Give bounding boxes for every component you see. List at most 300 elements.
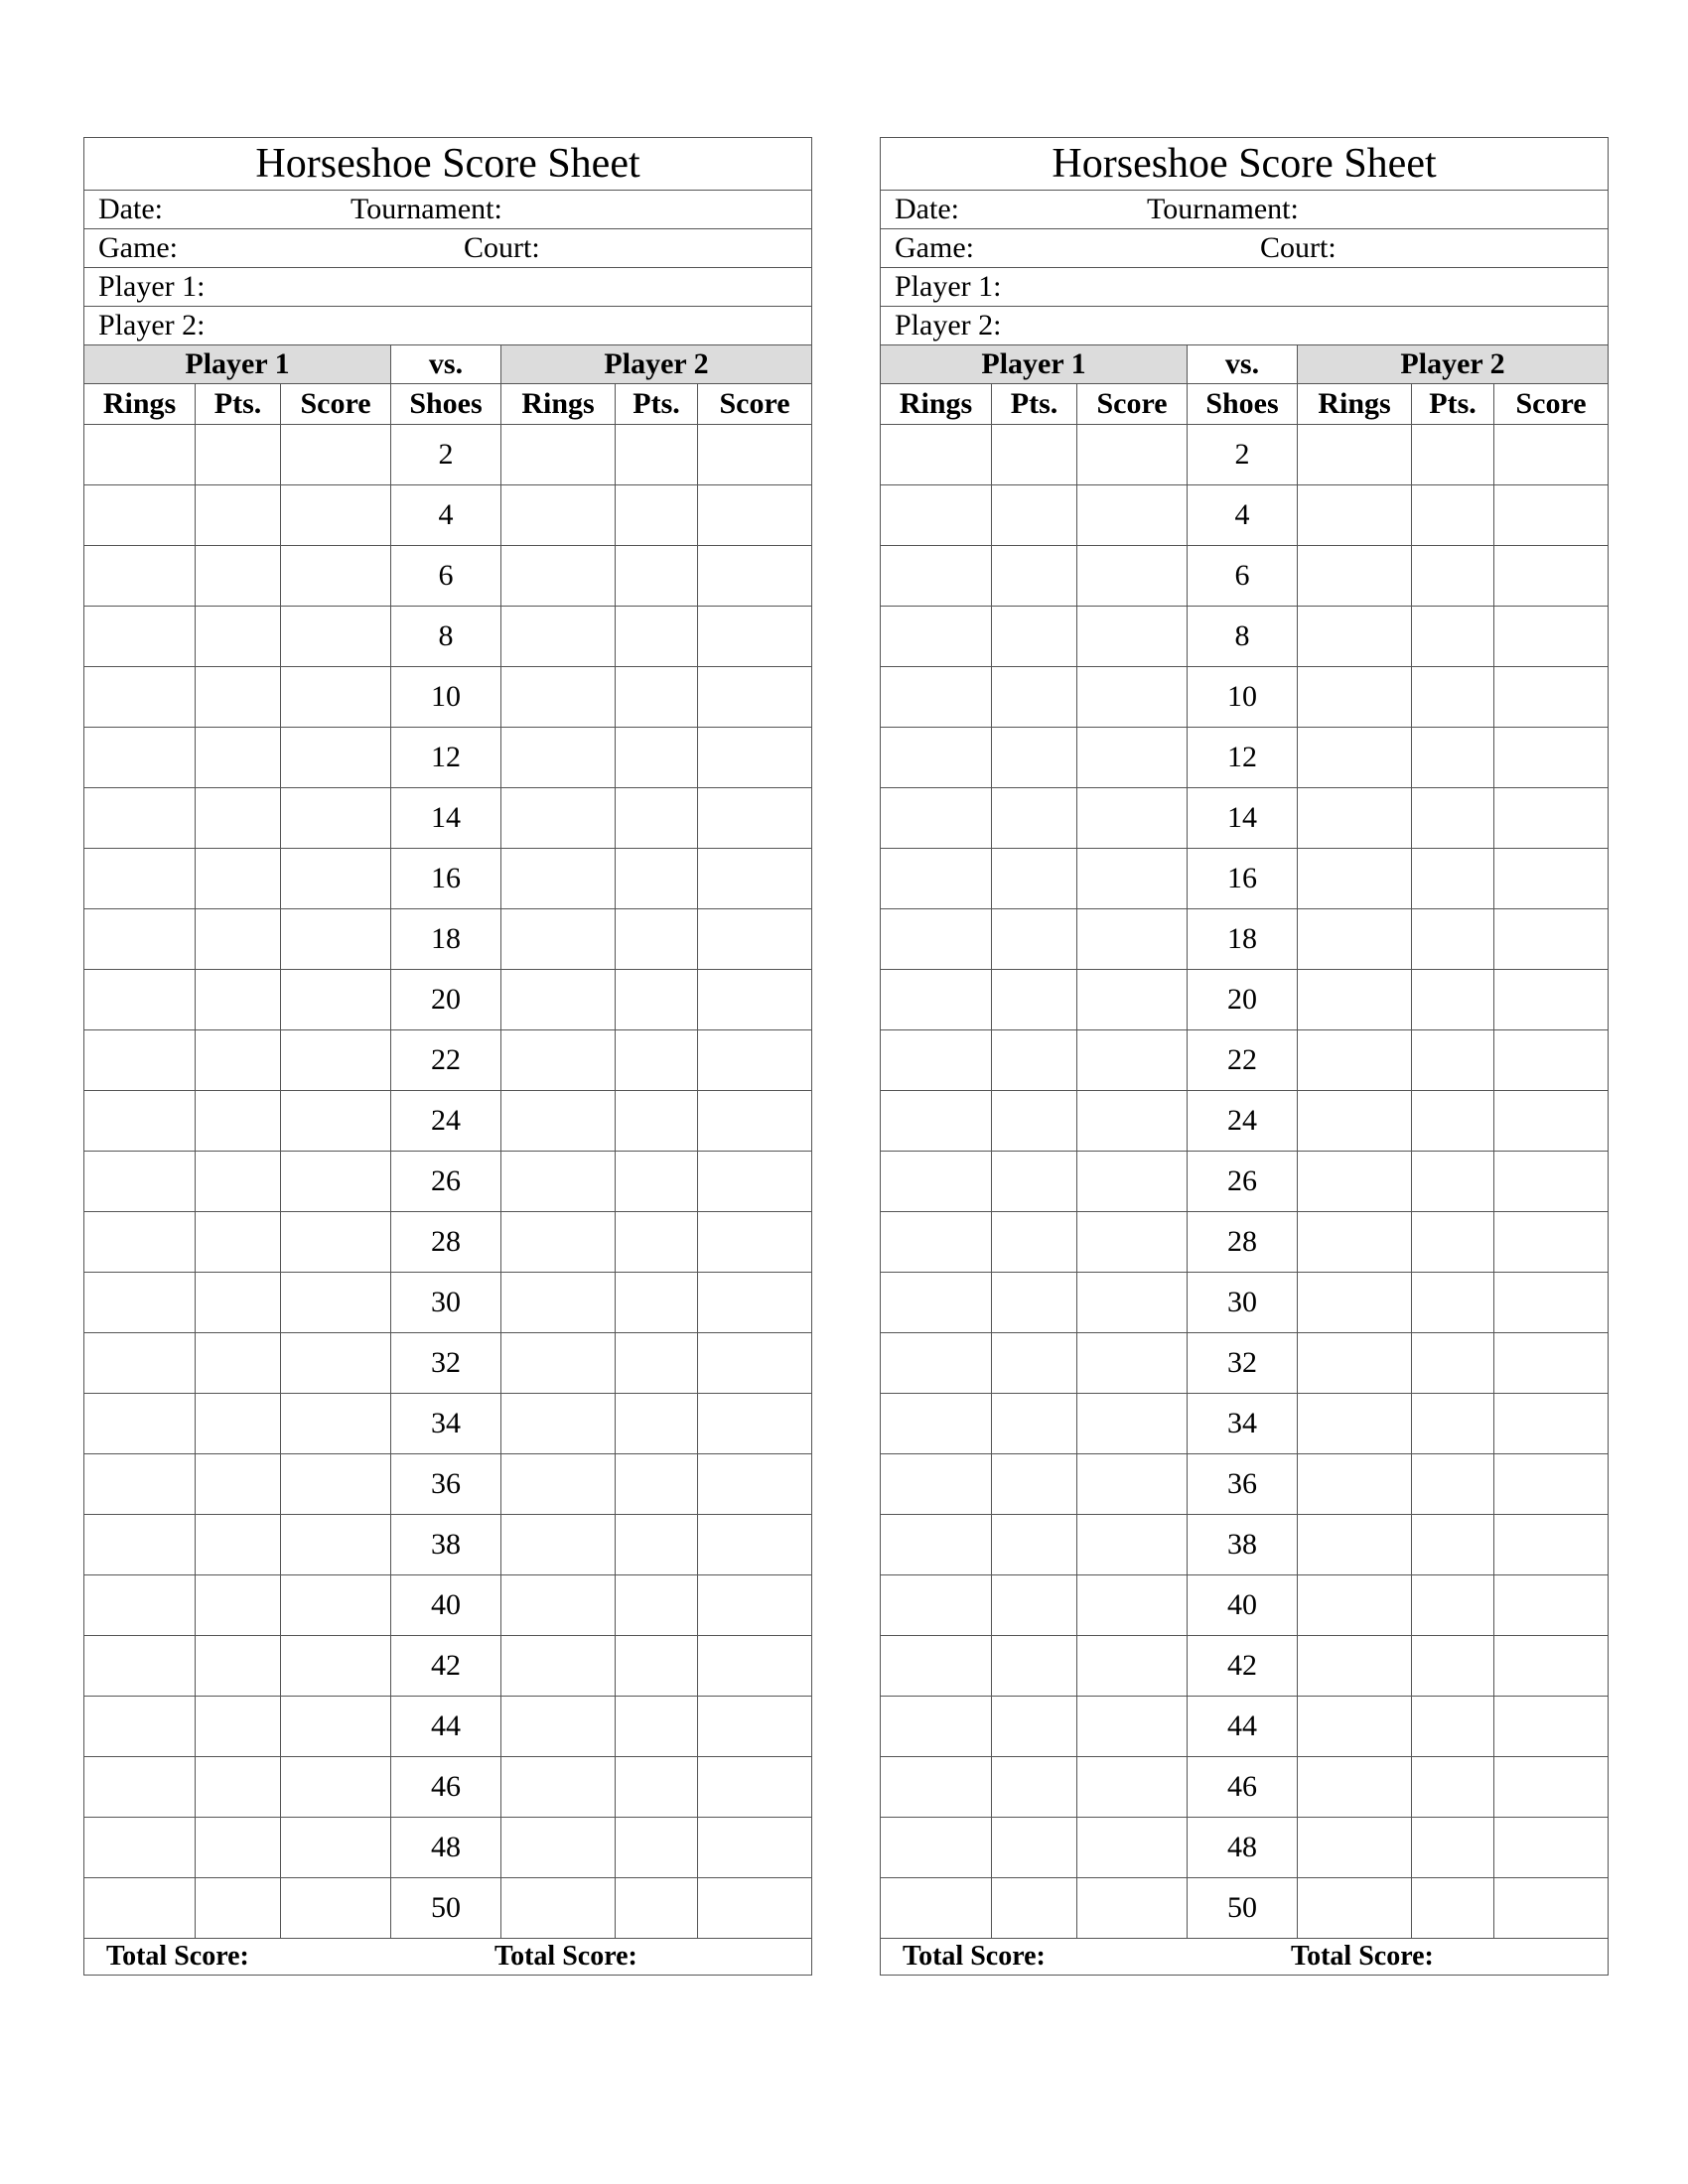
score-entry-cell[interactable]: [992, 1333, 1077, 1394]
score-entry-cell[interactable]: [501, 909, 616, 970]
score-entry-cell[interactable]: [196, 1697, 281, 1757]
score-entry-cell[interactable]: [1298, 1394, 1412, 1454]
score-entry-cell[interactable]: [84, 1878, 196, 1939]
score-entry-cell[interactable]: [992, 1212, 1077, 1273]
score-entry-cell[interactable]: [501, 849, 616, 909]
score-entry-cell[interactable]: [1298, 909, 1412, 970]
score-entry-cell[interactable]: [616, 788, 698, 849]
score-entry-cell[interactable]: [992, 1636, 1077, 1697]
player1-row[interactable]: [84, 268, 812, 307]
score-entry-cell[interactable]: [501, 1333, 616, 1394]
score-entry-cell[interactable]: [698, 667, 812, 728]
score-entry-cell[interactable]: [1077, 1394, 1188, 1454]
score-entry-cell[interactable]: [881, 546, 992, 607]
score-entry-cell[interactable]: [992, 1757, 1077, 1818]
score-entry-cell[interactable]: [698, 788, 812, 849]
score-entry-cell[interactable]: [1412, 970, 1494, 1030]
score-entry-cell[interactable]: [881, 1818, 992, 1878]
score-entry-cell[interactable]: [196, 909, 281, 970]
score-entry-cell[interactable]: [1412, 1575, 1494, 1636]
score-entry-cell[interactable]: [1494, 788, 1609, 849]
score-entry-cell[interactable]: [281, 1333, 391, 1394]
score-entry-cell[interactable]: [501, 1575, 616, 1636]
total-score-row[interactable]: [881, 1939, 1609, 1976]
score-entry-cell[interactable]: [616, 667, 698, 728]
score-entry-cell[interactable]: [992, 970, 1077, 1030]
score-entry-cell[interactable]: [281, 1757, 391, 1818]
score-entry-cell[interactable]: [196, 1091, 281, 1152]
score-entry-cell[interactable]: [281, 1394, 391, 1454]
score-entry-cell[interactable]: [698, 1697, 812, 1757]
score-entry-cell[interactable]: [698, 1636, 812, 1697]
total-score-row[interactable]: [84, 1939, 812, 1976]
player2-row[interactable]: [881, 307, 1609, 345]
score-entry-cell[interactable]: [992, 1152, 1077, 1212]
score-entry-cell[interactable]: [1077, 1212, 1188, 1273]
score-entry-cell[interactable]: [281, 909, 391, 970]
score-entry-cell[interactable]: [1298, 1575, 1412, 1636]
score-entry-cell[interactable]: [992, 667, 1077, 728]
score-entry-cell[interactable]: [1298, 546, 1412, 607]
score-entry-cell[interactable]: [1494, 1575, 1609, 1636]
score-entry-cell[interactable]: [1494, 1152, 1609, 1212]
score-entry-cell[interactable]: [1077, 970, 1188, 1030]
score-entry-cell[interactable]: [1494, 1757, 1609, 1818]
score-entry-cell[interactable]: [84, 667, 196, 728]
score-entry-cell[interactable]: [1077, 607, 1188, 667]
score-entry-cell[interactable]: [1412, 849, 1494, 909]
score-entry-cell[interactable]: [501, 788, 616, 849]
score-entry-cell[interactable]: [992, 1394, 1077, 1454]
score-entry-cell[interactable]: [196, 546, 281, 607]
score-entry-cell[interactable]: [1412, 1757, 1494, 1818]
score-entry-cell[interactable]: [84, 1575, 196, 1636]
score-entry-cell[interactable]: [1412, 1273, 1494, 1333]
score-entry-cell[interactable]: [881, 1697, 992, 1757]
score-entry-cell[interactable]: [1077, 1818, 1188, 1878]
score-entry-cell[interactable]: [1298, 728, 1412, 788]
score-entry-cell[interactable]: [1412, 728, 1494, 788]
score-entry-cell[interactable]: [992, 485, 1077, 546]
score-entry-cell[interactable]: [501, 607, 616, 667]
score-entry-cell[interactable]: [698, 607, 812, 667]
score-entry-cell[interactable]: [1298, 425, 1412, 485]
score-entry-cell[interactable]: [881, 1091, 992, 1152]
score-entry-cell[interactable]: [196, 1818, 281, 1878]
score-entry-cell[interactable]: [1494, 1878, 1609, 1939]
score-entry-cell[interactable]: [881, 1515, 992, 1575]
score-entry-cell[interactable]: [84, 425, 196, 485]
score-entry-cell[interactable]: [281, 849, 391, 909]
score-entry-cell[interactable]: [1412, 1152, 1494, 1212]
score-entry-cell[interactable]: [1412, 1878, 1494, 1939]
score-entry-cell[interactable]: [84, 485, 196, 546]
score-entry-cell[interactable]: [616, 728, 698, 788]
score-entry-cell[interactable]: [501, 1152, 616, 1212]
date-tournament-row[interactable]: [881, 191, 1609, 229]
score-entry-cell[interactable]: [84, 728, 196, 788]
score-entry-cell[interactable]: [501, 1091, 616, 1152]
score-entry-cell[interactable]: [992, 425, 1077, 485]
score-entry-cell[interactable]: [992, 1697, 1077, 1757]
score-entry-cell[interactable]: [1077, 1515, 1188, 1575]
score-entry-cell[interactable]: [84, 970, 196, 1030]
score-entry-cell[interactable]: [1077, 425, 1188, 485]
score-entry-cell[interactable]: [281, 667, 391, 728]
score-entry-cell[interactable]: [281, 607, 391, 667]
score-entry-cell[interactable]: [501, 1818, 616, 1878]
score-entry-cell[interactable]: [196, 1152, 281, 1212]
score-entry-cell[interactable]: [1494, 1091, 1609, 1152]
score-entry-cell[interactable]: [1494, 607, 1609, 667]
score-entry-cell[interactable]: [281, 546, 391, 607]
score-entry-cell[interactable]: [1077, 667, 1188, 728]
score-entry-cell[interactable]: [881, 485, 992, 546]
score-entry-cell[interactable]: [881, 1878, 992, 1939]
score-entry-cell[interactable]: [698, 1757, 812, 1818]
score-entry-cell[interactable]: [1494, 1212, 1609, 1273]
score-entry-cell[interactable]: [881, 849, 992, 909]
score-entry-cell[interactable]: [992, 1878, 1077, 1939]
score-entry-cell[interactable]: [881, 909, 992, 970]
score-entry-cell[interactable]: [1494, 1454, 1609, 1515]
score-entry-cell[interactable]: [698, 1818, 812, 1878]
score-entry-cell[interactable]: [1412, 909, 1494, 970]
score-entry-cell[interactable]: [1494, 909, 1609, 970]
score-entry-cell[interactable]: [1494, 1333, 1609, 1394]
score-entry-cell[interactable]: [698, 1030, 812, 1091]
score-entry-cell[interactable]: [1077, 1152, 1188, 1212]
score-entry-cell[interactable]: [616, 1394, 698, 1454]
score-entry-cell[interactable]: [501, 485, 616, 546]
score-entry-cell[interactable]: [1077, 788, 1188, 849]
score-entry-cell[interactable]: [616, 546, 698, 607]
score-entry-cell[interactable]: [1077, 1091, 1188, 1152]
score-entry-cell[interactable]: [1298, 849, 1412, 909]
score-entry-cell[interactable]: [616, 1091, 698, 1152]
score-entry-cell[interactable]: [84, 1636, 196, 1697]
score-entry-cell[interactable]: [1077, 1878, 1188, 1939]
score-entry-cell[interactable]: [1077, 1697, 1188, 1757]
score-entry-cell[interactable]: [992, 1091, 1077, 1152]
score-entry-cell[interactable]: [1298, 1454, 1412, 1515]
score-entry-cell[interactable]: [616, 1636, 698, 1697]
score-entry-cell[interactable]: [84, 1030, 196, 1091]
score-entry-cell[interactable]: [1298, 1273, 1412, 1333]
score-entry-cell[interactable]: [992, 1515, 1077, 1575]
score-entry-cell[interactable]: [616, 1454, 698, 1515]
score-entry-cell[interactable]: [501, 970, 616, 1030]
score-entry-cell[interactable]: [881, 1757, 992, 1818]
score-entry-cell[interactable]: [281, 485, 391, 546]
score-entry-cell[interactable]: [196, 1333, 281, 1394]
player1-row[interactable]: [881, 268, 1609, 307]
score-entry-cell[interactable]: [1412, 788, 1494, 849]
score-entry-cell[interactable]: [616, 970, 698, 1030]
score-entry-cell[interactable]: [1412, 1697, 1494, 1757]
score-entry-cell[interactable]: [196, 1394, 281, 1454]
score-entry-cell[interactable]: [698, 546, 812, 607]
score-entry-cell[interactable]: [1298, 1212, 1412, 1273]
score-entry-cell[interactable]: [281, 1515, 391, 1575]
score-entry-cell[interactable]: [698, 970, 812, 1030]
score-entry-cell[interactable]: [501, 1697, 616, 1757]
score-entry-cell[interactable]: [698, 1152, 812, 1212]
score-entry-cell[interactable]: [881, 425, 992, 485]
score-entry-cell[interactable]: [1077, 909, 1188, 970]
score-entry-cell[interactable]: [616, 1152, 698, 1212]
score-entry-cell[interactable]: [1494, 667, 1609, 728]
score-entry-cell[interactable]: [1412, 1454, 1494, 1515]
score-entry-cell[interactable]: [698, 1515, 812, 1575]
score-entry-cell[interactable]: [501, 1394, 616, 1454]
score-entry-cell[interactable]: [196, 788, 281, 849]
score-entry-cell[interactable]: [992, 1818, 1077, 1878]
score-entry-cell[interactable]: [616, 1333, 698, 1394]
score-entry-cell[interactable]: [1077, 1636, 1188, 1697]
score-entry-cell[interactable]: [1412, 1212, 1494, 1273]
score-entry-cell[interactable]: [698, 1333, 812, 1394]
score-entry-cell[interactable]: [616, 607, 698, 667]
score-entry-cell[interactable]: [1494, 485, 1609, 546]
score-entry-cell[interactable]: [698, 909, 812, 970]
score-entry-cell[interactable]: [616, 1212, 698, 1273]
score-entry-cell[interactable]: [281, 1636, 391, 1697]
score-entry-cell[interactable]: [616, 1515, 698, 1575]
score-entry-cell[interactable]: [196, 1515, 281, 1575]
score-entry-cell[interactable]: [196, 1212, 281, 1273]
score-entry-cell[interactable]: [281, 1575, 391, 1636]
score-entry-cell[interactable]: [196, 728, 281, 788]
score-entry-cell[interactable]: [1494, 1273, 1609, 1333]
score-entry-cell[interactable]: [992, 909, 1077, 970]
score-entry-cell[interactable]: [196, 1454, 281, 1515]
score-entry-cell[interactable]: [1298, 1757, 1412, 1818]
score-entry-cell[interactable]: [501, 1454, 616, 1515]
score-entry-cell[interactable]: [1494, 970, 1609, 1030]
score-entry-cell[interactable]: [84, 1697, 196, 1757]
score-entry-cell[interactable]: [196, 1575, 281, 1636]
score-entry-cell[interactable]: [1412, 1394, 1494, 1454]
score-entry-cell[interactable]: [1298, 1030, 1412, 1091]
score-entry-cell[interactable]: [1494, 1030, 1609, 1091]
score-entry-cell[interactable]: [1298, 1515, 1412, 1575]
score-entry-cell[interactable]: [84, 546, 196, 607]
score-entry-cell[interactable]: [84, 1212, 196, 1273]
score-entry-cell[interactable]: [992, 728, 1077, 788]
score-entry-cell[interactable]: [1412, 1515, 1494, 1575]
score-entry-cell[interactable]: [501, 1878, 616, 1939]
score-entry-cell[interactable]: [881, 728, 992, 788]
score-entry-cell[interactable]: [196, 1273, 281, 1333]
score-entry-cell[interactable]: [1412, 1636, 1494, 1697]
score-entry-cell[interactable]: [196, 485, 281, 546]
score-entry-cell[interactable]: [992, 1273, 1077, 1333]
score-entry-cell[interactable]: [84, 1273, 196, 1333]
player2-row[interactable]: [84, 307, 812, 345]
score-entry-cell[interactable]: [1298, 970, 1412, 1030]
score-entry-cell[interactable]: [698, 1454, 812, 1515]
score-entry-cell[interactable]: [84, 788, 196, 849]
score-entry-cell[interactable]: [616, 1757, 698, 1818]
score-entry-cell[interactable]: [698, 485, 812, 546]
score-entry-cell[interactable]: [1298, 1152, 1412, 1212]
score-entry-cell[interactable]: [281, 1454, 391, 1515]
score-entry-cell[interactable]: [84, 607, 196, 667]
score-entry-cell[interactable]: [881, 970, 992, 1030]
score-entry-cell[interactable]: [281, 1273, 391, 1333]
score-entry-cell[interactable]: [992, 1454, 1077, 1515]
score-entry-cell[interactable]: [1077, 1757, 1188, 1818]
score-entry-cell[interactable]: [881, 788, 992, 849]
score-entry-cell[interactable]: [698, 1091, 812, 1152]
score-entry-cell[interactable]: [1077, 546, 1188, 607]
score-entry-cell[interactable]: [1412, 485, 1494, 546]
score-entry-cell[interactable]: [698, 1212, 812, 1273]
score-entry-cell[interactable]: [84, 1152, 196, 1212]
score-entry-cell[interactable]: [1494, 849, 1609, 909]
score-entry-cell[interactable]: [1494, 546, 1609, 607]
game-court-row[interactable]: [84, 229, 812, 268]
score-entry-cell[interactable]: [1412, 1030, 1494, 1091]
score-entry-cell[interactable]: [616, 849, 698, 909]
score-entry-cell[interactable]: [1298, 788, 1412, 849]
score-entry-cell[interactable]: [992, 849, 1077, 909]
score-entry-cell[interactable]: [281, 1212, 391, 1273]
score-entry-cell[interactable]: [1494, 1697, 1609, 1757]
score-entry-cell[interactable]: [1077, 728, 1188, 788]
score-entry-cell[interactable]: [1412, 667, 1494, 728]
score-entry-cell[interactable]: [881, 667, 992, 728]
score-entry-cell[interactable]: [881, 1152, 992, 1212]
score-entry-cell[interactable]: [1298, 607, 1412, 667]
score-entry-cell[interactable]: [1298, 485, 1412, 546]
score-entry-cell[interactable]: [881, 1273, 992, 1333]
score-entry-cell[interactable]: [84, 849, 196, 909]
score-entry-cell[interactable]: [1494, 1818, 1609, 1878]
score-entry-cell[interactable]: [1298, 1818, 1412, 1878]
score-entry-cell[interactable]: [84, 1454, 196, 1515]
score-entry-cell[interactable]: [501, 1757, 616, 1818]
score-entry-cell[interactable]: [501, 1273, 616, 1333]
score-entry-cell[interactable]: [196, 667, 281, 728]
score-entry-cell[interactable]: [992, 1575, 1077, 1636]
score-entry-cell[interactable]: [281, 1152, 391, 1212]
score-entry-cell[interactable]: [616, 1818, 698, 1878]
score-entry-cell[interactable]: [501, 425, 616, 485]
score-entry-cell[interactable]: [1298, 1697, 1412, 1757]
score-entry-cell[interactable]: [84, 1818, 196, 1878]
score-entry-cell[interactable]: [281, 425, 391, 485]
score-entry-cell[interactable]: [1077, 1030, 1188, 1091]
score-entry-cell[interactable]: [616, 1030, 698, 1091]
score-entry-cell[interactable]: [881, 1636, 992, 1697]
score-entry-cell[interactable]: [698, 849, 812, 909]
score-entry-cell[interactable]: [992, 788, 1077, 849]
score-entry-cell[interactable]: [698, 425, 812, 485]
score-entry-cell[interactable]: [1298, 667, 1412, 728]
score-entry-cell[interactable]: [1494, 1394, 1609, 1454]
score-entry-cell[interactable]: [84, 1515, 196, 1575]
score-entry-cell[interactable]: [84, 909, 196, 970]
score-entry-cell[interactable]: [281, 970, 391, 1030]
score-entry-cell[interactable]: [1298, 1091, 1412, 1152]
score-entry-cell[interactable]: [196, 970, 281, 1030]
score-entry-cell[interactable]: [616, 1273, 698, 1333]
score-entry-cell[interactable]: [1077, 849, 1188, 909]
score-entry-cell[interactable]: [281, 788, 391, 849]
score-entry-cell[interactable]: [1494, 728, 1609, 788]
score-entry-cell[interactable]: [501, 728, 616, 788]
score-entry-cell[interactable]: [1412, 1818, 1494, 1878]
score-entry-cell[interactable]: [281, 1818, 391, 1878]
score-entry-cell[interactable]: [881, 607, 992, 667]
score-entry-cell[interactable]: [501, 546, 616, 607]
score-entry-cell[interactable]: [1494, 1636, 1609, 1697]
date-tournament-row[interactable]: [84, 191, 812, 229]
score-entry-cell[interactable]: [281, 1091, 391, 1152]
game-court-row[interactable]: [881, 229, 1609, 268]
score-entry-cell[interactable]: [1077, 1333, 1188, 1394]
score-entry-cell[interactable]: [196, 1878, 281, 1939]
score-entry-cell[interactable]: [1077, 1575, 1188, 1636]
score-entry-cell[interactable]: [1494, 1515, 1609, 1575]
score-entry-cell[interactable]: [1412, 546, 1494, 607]
score-entry-cell[interactable]: [196, 607, 281, 667]
score-entry-cell[interactable]: [992, 1030, 1077, 1091]
score-entry-cell[interactable]: [698, 1575, 812, 1636]
score-entry-cell[interactable]: [281, 1697, 391, 1757]
score-entry-cell[interactable]: [501, 667, 616, 728]
score-entry-cell[interactable]: [1298, 1636, 1412, 1697]
score-entry-cell[interactable]: [1412, 1333, 1494, 1394]
score-entry-cell[interactable]: [698, 728, 812, 788]
score-entry-cell[interactable]: [501, 1212, 616, 1273]
score-entry-cell[interactable]: [616, 485, 698, 546]
score-entry-cell[interactable]: [992, 546, 1077, 607]
score-entry-cell[interactable]: [1412, 425, 1494, 485]
score-entry-cell[interactable]: [1077, 1273, 1188, 1333]
score-entry-cell[interactable]: [1077, 1454, 1188, 1515]
score-entry-cell[interactable]: [881, 1333, 992, 1394]
score-entry-cell[interactable]: [1298, 1333, 1412, 1394]
score-entry-cell[interactable]: [281, 1878, 391, 1939]
score-entry-cell[interactable]: [881, 1394, 992, 1454]
score-entry-cell[interactable]: [501, 1515, 616, 1575]
score-entry-cell[interactable]: [281, 1030, 391, 1091]
score-entry-cell[interactable]: [501, 1030, 616, 1091]
score-entry-cell[interactable]: [616, 1878, 698, 1939]
score-entry-cell[interactable]: [196, 1636, 281, 1697]
score-entry-cell[interactable]: [196, 1030, 281, 1091]
score-entry-cell[interactable]: [881, 1030, 992, 1091]
score-entry-cell[interactable]: [1494, 425, 1609, 485]
score-entry-cell[interactable]: [616, 1575, 698, 1636]
score-entry-cell[interactable]: [698, 1273, 812, 1333]
score-entry-cell[interactable]: [881, 1454, 992, 1515]
score-entry-cell[interactable]: [616, 1697, 698, 1757]
score-entry-cell[interactable]: [992, 607, 1077, 667]
score-entry-cell[interactable]: [84, 1757, 196, 1818]
score-entry-cell[interactable]: [1412, 1091, 1494, 1152]
score-entry-cell[interactable]: [1412, 607, 1494, 667]
score-entry-cell[interactable]: [196, 425, 281, 485]
score-entry-cell[interactable]: [1077, 485, 1188, 546]
score-entry-cell[interactable]: [698, 1878, 812, 1939]
score-entry-cell[interactable]: [881, 1575, 992, 1636]
score-entry-cell[interactable]: [281, 728, 391, 788]
score-entry-cell[interactable]: [84, 1333, 196, 1394]
